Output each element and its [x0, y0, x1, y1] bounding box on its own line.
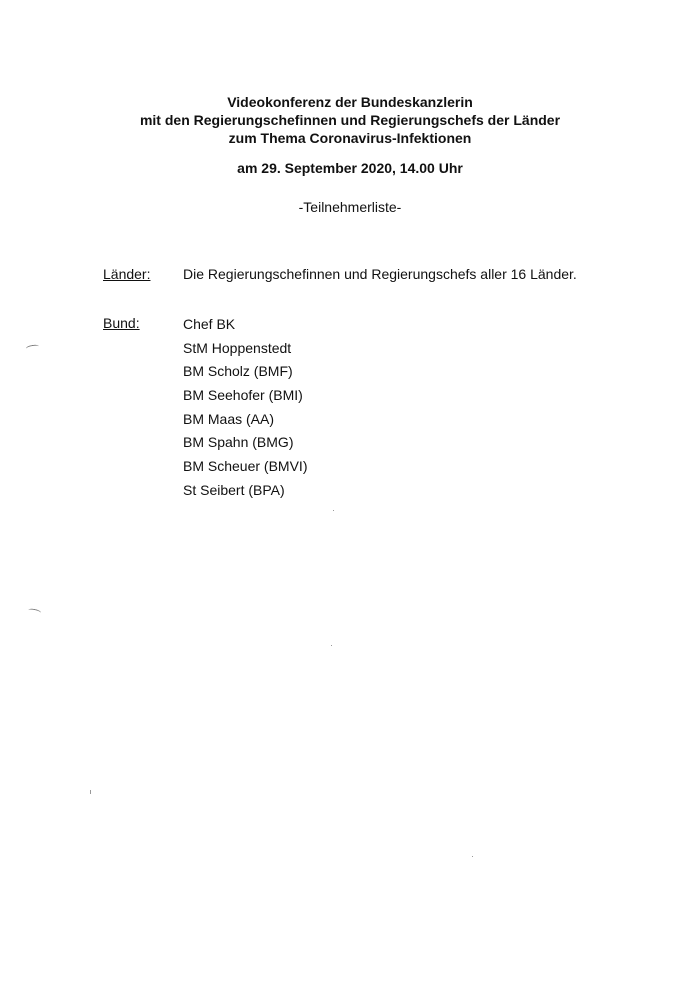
bund-label: Bund: — [103, 315, 140, 331]
list-item: St Seibert (BPA) — [183, 481, 285, 498]
list-item: BM Maas (AA) — [183, 410, 275, 427]
meeting-date: am 29. September 2020, 14.00 Uhr — [237, 160, 463, 176]
scan-speck — [333, 510, 334, 511]
list-item: BM Spahn (BMG) — [183, 434, 294, 451]
list-item: StM Hoppenstedt — [183, 339, 292, 356]
punch-hole-mark — [28, 608, 42, 616]
scan-speck — [331, 645, 332, 646]
title-line-1: Videokonferenz der Bundeskanzlerin — [227, 94, 473, 110]
scan-speck — [90, 790, 91, 794]
document-title — [0, 93, 700, 147]
list-item: Chef BK — [183, 316, 236, 332]
list-item: BM Seehofer (BMI) — [183, 387, 303, 404]
lander-label: Länder: — [103, 266, 151, 282]
bund-member-list — [183, 315, 307, 505]
list-item: BM Scheuer (BMVI) — [183, 458, 308, 475]
punch-hole-mark — [26, 344, 40, 351]
title-line-3: zum Thema Coronavirus-Infektionen — [228, 130, 472, 146]
list-item: BM Scholz (BMF) — [183, 363, 293, 380]
title-line-2: mit den Regierungschefinnen und Regierungschefs der Länder — [139, 112, 561, 128]
lander-text: Die Regierungschefinnen und Regierungschefs aller 16 Länder. — [183, 266, 577, 282]
scan-speck — [472, 856, 473, 857]
document-subtitle: -Teilnehmerliste- — [298, 199, 402, 215]
